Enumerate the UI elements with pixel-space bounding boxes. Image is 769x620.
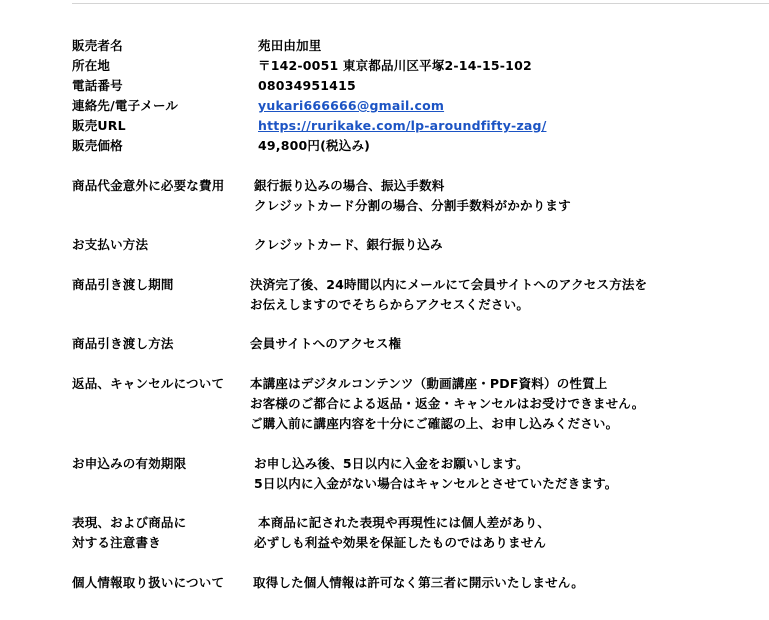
sales-url-link[interactable]: https://rurikake.com/lp-aroundfifty-zag/: [258, 118, 547, 133]
payment-method-value: クレジットカード、銀行振り込み: [254, 237, 443, 252]
returns-line-2: お客様のご都合による返品・返金・キャンセルはお受けできません。: [250, 396, 645, 411]
privacy-value: 取得した個人情報は許可なく第三者に開示いたしません。: [253, 575, 584, 590]
price-label: 販売価格: [72, 138, 123, 153]
disclaimer-label-line-2: 対する注意書き: [72, 535, 161, 550]
phone-label: 電話番号: [72, 78, 123, 93]
privacy-label: 個人情報取り扱いについて: [72, 575, 225, 590]
delivery-period-label: 商品引き渡し期間: [72, 277, 174, 292]
payment-method-label: お支払い方法: [72, 237, 149, 252]
address-label: 所在地: [72, 58, 111, 73]
url-label: 販売URL: [72, 118, 126, 133]
address-value: 〒142-0051 東京都品川区平塚2-14-15-102: [258, 58, 532, 73]
disclaimer-line-1: 本商品に記された表現や再現性には個人差があり、: [258, 515, 551, 530]
top-divider: [72, 3, 769, 4]
email-link[interactable]: yukari666666@gmail.com: [258, 98, 445, 113]
returns-line-1: 本講座はデジタルコンテンツ（動画講座・PDF資料）の性質上: [250, 376, 608, 391]
application-expiry-line-1: お申し込み後、5日以内に入金をお願いします。: [254, 456, 529, 471]
disclaimer-label-line-1: 表現、および商品に: [72, 515, 187, 530]
application-expiry-line-2: 5日以内に入金がない場合はキャンセルとさせていただきます。: [254, 476, 618, 491]
delivery-period-line-2: お伝えしますのでそちらからアクセスください。: [250, 297, 530, 312]
delivery-method-label: 商品引き渡し方法: [72, 336, 174, 351]
seller-name-label: 販売者名: [72, 38, 123, 53]
delivery-period-line-1: 決済完了後、24時間以内にメールにて会員サイトへのアクセス方法を: [250, 277, 648, 292]
other-fees-line-1: 銀行振り込みの場合、振込手数料: [254, 178, 445, 193]
other-fees-line-2: クレジットカード分割の場合、分割手数料がかかります: [254, 198, 571, 213]
returns-line-3: ご購入前に講座内容を十分にご確認の上、お申し込みください。: [250, 416, 619, 431]
price-value: 49,800円(税込み): [258, 138, 371, 153]
phone-value: 08034951415: [258, 78, 356, 93]
other-fees-label: 商品代金意外に必要な費用: [72, 178, 225, 193]
application-expiry-label: お申込みの有効期限: [72, 456, 187, 471]
seller-name-value: 苑田由加里: [258, 38, 322, 53]
email-label: 連絡先/電子メール: [72, 98, 179, 113]
returns-label: 返品、キャンセルについて: [72, 376, 225, 391]
delivery-method-value: 会員サイトへのアクセス権: [250, 336, 402, 351]
disclaimer-line-2: 必ずしも利益や効果を保証したものではありません: [254, 535, 547, 550]
